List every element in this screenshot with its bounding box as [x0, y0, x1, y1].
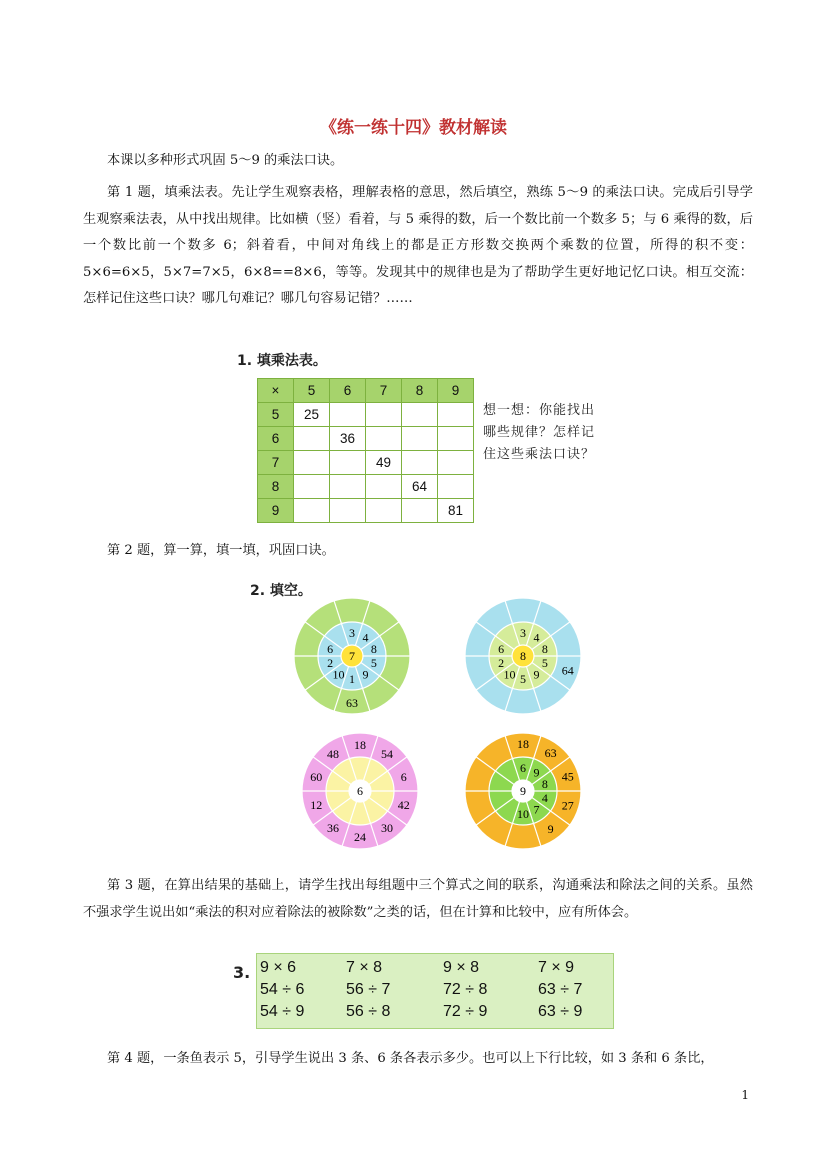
equation: 7 × 9 [538, 959, 575, 976]
table-cell: 36 [330, 427, 366, 451]
table-cell [294, 475, 330, 499]
q3-label: 3. [233, 963, 251, 982]
table-cell [294, 499, 330, 523]
q1-label: 1. 填乘法表。 [237, 353, 327, 369]
table-cell: 6 [330, 379, 366, 403]
wheel-inner-number: 5 [541, 656, 548, 671]
page-title: 《练一练十四》教材解读 [320, 118, 507, 138]
table-cell [330, 403, 366, 427]
wheel-inner-number: 3 [520, 626, 526, 640]
table-cell [402, 451, 438, 475]
table-cell [402, 427, 438, 451]
paragraph-q1: 第 1 题，填乘法表。先让学生观察表格，理解表格的意思，然后填空，熟练 5～9 的乘法口诀。完成后引导学生观察乘法表，从中找出规律。比如横（竖）看着，与 5 乘得的数，后一个数比前一个数多 5；与 6 乘得的数，后一个数比前一个数多 6；斜着看，中间对角线上的都是正方形数交换两个乘数的位置，所得的积不变：5×6=6×5，5×7=7×5，6×8==8×6，等等。发现其中的规律也是为了帮助学生更好地记忆口诀。相互交流：怎样记住这些口诀？哪几句难记？哪几句容易记错？…… [83, 185, 753, 306]
wheel-inner-number: 6 [327, 641, 334, 656]
wheel-inner-number: 7 [533, 802, 540, 817]
paragraph-intro: 本课以多种形式巩固 5～9 的乘法口诀。 [107, 153, 344, 168]
table-cell: 25 [294, 403, 330, 427]
wheel-inner-number: 8 [541, 641, 548, 656]
wheel-inner-number: 10 [503, 667, 516, 682]
table-cell [330, 499, 366, 523]
q2-label: 2. 填空。 [250, 583, 312, 599]
wheel-inner-number: 4 [541, 791, 548, 806]
multiplication-table [257, 378, 474, 523]
paragraph-q3: 第 3 题，在算出结果的基础上，请学生找出每组题中三个算式之间的联系，沟通乘法和除法之间的关系。虽然不强求学生说出如“乘法的积对应着除法的被除数”之类的话，但在计算和比较中，应有所体会。 [83, 878, 753, 920]
wheel-inner-number: 6 [520, 761, 526, 775]
wheel-outer-number: 54 [381, 746, 394, 761]
table-cell: 9 [438, 379, 474, 403]
table-row [258, 475, 474, 499]
wheel-outer-number: 9 [547, 822, 554, 837]
wheel-outer-number: 42 [397, 798, 410, 813]
table-cell [366, 499, 402, 523]
wheel-outer-number: 36 [326, 821, 339, 836]
table-row [258, 451, 474, 475]
table-cell: 49 [366, 451, 402, 475]
wheel-outer-number: 27 [561, 798, 574, 813]
table-row [258, 499, 474, 523]
equation: 7 × 8 [346, 959, 383, 976]
wheel-outer-number: 64 [561, 663, 574, 678]
wheel-outer-number: 24 [354, 830, 366, 844]
wheel-outer-number: 18 [517, 737, 529, 751]
wheel-inner-number: 4 [362, 630, 369, 645]
table-cell: 9 [258, 499, 294, 523]
table-cell [294, 451, 330, 475]
table-cell: 81 [438, 499, 474, 523]
number-wheel [294, 598, 410, 714]
table-cell: 64 [402, 475, 438, 499]
think-prompt: 想一想：你能找出 哪些规律？怎样记 住这些乘法口诀？ [483, 403, 596, 462]
wheel-outer-number: 12 [310, 798, 323, 813]
wheel-outer-number: 45 [561, 769, 574, 784]
number-wheels [290, 598, 600, 860]
table-cell [330, 475, 366, 499]
table-cell: 6 [258, 427, 294, 451]
wheel-center-number: 6 [357, 784, 363, 798]
number-wheel [465, 598, 581, 714]
paragraph-q4: 第 4 题，一条鱼表示 5，引导学生说出 3 条、6 条各表示多少。也可以上下行比较，如 3 条和 6 条比， [107, 1051, 714, 1066]
table-cell [402, 499, 438, 523]
equation: 56 ÷ 8 [346, 1003, 391, 1020]
wheel-inner-number: 2 [327, 656, 334, 671]
equations-grid [260, 959, 618, 1025]
table-cell: 7 [258, 451, 294, 475]
table-cell [402, 403, 438, 427]
wheel-inner-number: 6 [498, 641, 505, 656]
wheel-outer-number: 60 [310, 769, 323, 784]
table-cell [366, 427, 402, 451]
table-cell: 8 [402, 379, 438, 403]
equation: 54 ÷ 6 [260, 981, 305, 998]
equation: 9 × 8 [443, 959, 480, 976]
equation: 72 ÷ 8 [443, 981, 488, 998]
wheel-inner-number: 8 [541, 776, 548, 791]
wheel-inner-number: 9 [533, 765, 540, 780]
equation: 72 ÷ 9 [443, 1003, 488, 1020]
table-cell [438, 403, 474, 427]
table-row [258, 427, 474, 451]
table-cell [438, 427, 474, 451]
wheel-outer-number: 63 [544, 745, 557, 760]
equation: 9 × 6 [260, 959, 297, 976]
table-cell [438, 475, 474, 499]
wheel-center-number: 9 [520, 784, 526, 798]
equation: 63 ÷ 9 [538, 1003, 583, 1020]
wheel-inner-number: 10 [517, 807, 529, 821]
wheel-center-number: 8 [520, 649, 526, 663]
number-wheel [465, 733, 581, 849]
table-cell: 8 [258, 475, 294, 499]
wheel-inner-number: 3 [349, 626, 355, 640]
table-cell: 5 [294, 379, 330, 403]
equation: 56 ÷ 7 [346, 981, 391, 998]
wheel-outer-number: 30 [381, 821, 394, 836]
number-wheel [302, 733, 418, 849]
table-cell [330, 451, 366, 475]
wheel-inner-number: 4 [533, 630, 540, 645]
wheel-inner-number: 5 [520, 672, 526, 686]
wheel-outer-number: 48 [326, 746, 339, 761]
wheel-outer-number: 6 [400, 769, 407, 784]
wheel-inner-number: 1 [349, 672, 355, 686]
wheel-center-number: 7 [349, 649, 355, 663]
equation: 63 ÷ 7 [538, 981, 583, 998]
page-number: 1 [741, 1088, 749, 1102]
wheel-inner-number: 5 [370, 656, 377, 671]
equation: 54 ÷ 9 [260, 1003, 305, 1020]
table-cell: 7 [366, 379, 402, 403]
wheel-outer-number: 63 [346, 696, 358, 710]
table-cell: × [258, 379, 294, 403]
wheel-inner-number: 10 [332, 667, 345, 682]
wheel-inner-number: 9 [533, 667, 540, 682]
table-cell [438, 451, 474, 475]
wheel-inner-number: 9 [362, 667, 369, 682]
paragraph-q2: 第 2 题，算一算，填一填，巩固口诀。 [107, 543, 335, 558]
table-cell [366, 403, 402, 427]
table-cell: 5 [258, 403, 294, 427]
table-cell [294, 427, 330, 451]
table-header-row [258, 379, 474, 403]
table-row [258, 403, 474, 427]
wheel-outer-number: 18 [354, 738, 366, 752]
table-cell [366, 475, 402, 499]
wheel-inner-number: 8 [370, 641, 377, 656]
wheel-inner-number: 2 [498, 656, 505, 671]
